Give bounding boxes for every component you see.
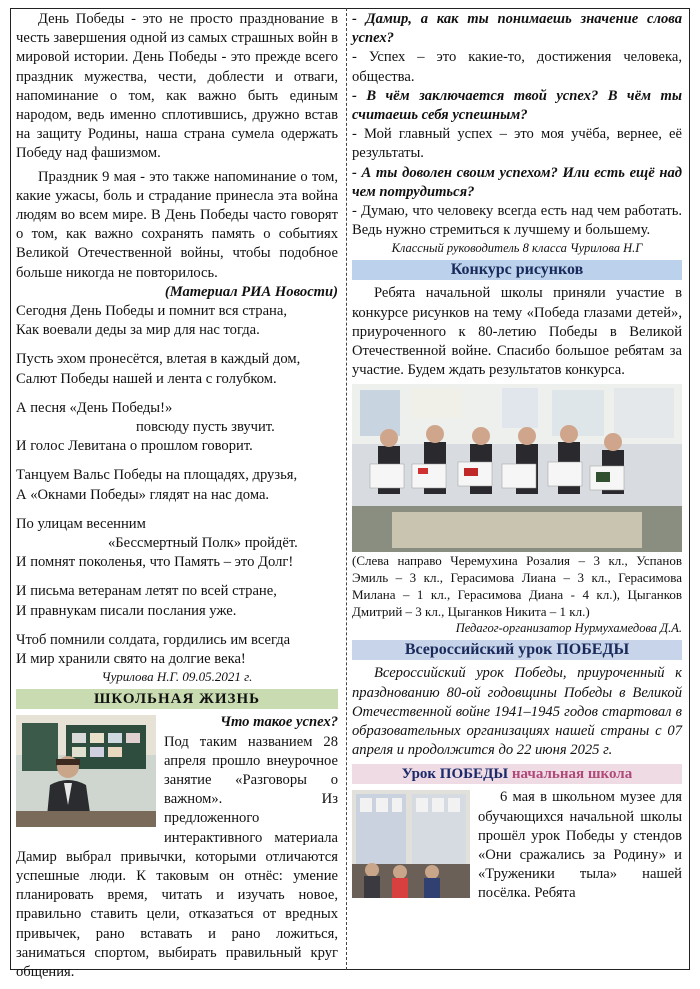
primary-lesson-article (352, 788, 682, 903)
poem-stanza-2 (16, 350, 338, 388)
poem-line: И правнукам писали послания уже. (16, 602, 237, 619)
poem-line: И мир хранили свято на долгие века! (16, 651, 246, 668)
victory-day-paragraph-2: Праздник 9 мая - это также напоминание о том, какие ужасы, боль и страдание принесла эта война людям во всем мире. В День Победы часто говорят о том, как важно сохранять память о событиях Великой Отечественной войны, чтобы подобное больше никогда не повторилось. (16, 168, 338, 281)
section-title-primary-lesson (352, 764, 682, 784)
contest-signature: Педагог-организатор Нурмухамедова Д.А. (455, 621, 682, 636)
column-divider (346, 8, 347, 970)
interview-question-3: - А ты доволен своим успехом? Или есть ещё над чем потрудиться? (352, 164, 682, 200)
contest-photo-caption: (Слева направо Черемухина Розалия – 3 кл., Успанов Эмиль – 3 кл., Герасимова Лиана – 3 кл., Герасимова Милана – 1 кл., Герасимова Диана - 4 кл.), Цыганков Дмитрий – 3 кл., Цыганков Никита – 1 кл.) (352, 553, 682, 620)
interview-signature: Классный руководитель 8 класса Чурилова Н.Г (391, 241, 643, 256)
poem-line: Сегодня День Победы и помнит вся страна, (16, 303, 287, 320)
section-title-victory-lesson: Всероссийский урок ПОБЕДЫ (352, 640, 682, 660)
school-question: Что такое успех? (220, 714, 338, 731)
poem-stanza-5 (16, 515, 338, 573)
interview-question-1: - Дамир, а как ты понимаешь значение слова успех? (352, 11, 682, 47)
interview (352, 10, 682, 240)
poem-stanza-1 (16, 302, 338, 340)
school-life-text: Под таким названием 28 апреля прошло внеурочное занятие «Разговоры о важном». Из предложенного интерактивного материала Дамир выбрал привычки, которыми отличаются успешные люди. К таковым он отнёс: умение планировать время, читать и изучать новое, правильно ставить цели, отказаться от вредных привычек, рано вставать и рано ложиться, заниматься спортом, выбирать правильный круг общения. (16, 733, 338, 980)
poem-line: Как воевали деды за мир для нас тогда. (16, 322, 260, 339)
poem-line: Салют Победы нашей и лента с голубком. (16, 370, 277, 387)
poem-line: А песня «День Победы!» (16, 399, 173, 416)
section-title-school-life: ШКОЛЬНАЯ ЖИЗНЬ (16, 689, 338, 709)
poem-line: А «Окнами Победы» глядят на нас дома. (16, 486, 270, 503)
poem-line: Чтоб помнили солдата, гордились им всегда (16, 631, 291, 648)
contest-photo (352, 384, 682, 552)
poem-line: И голос Левитана о прошлом говорит. (16, 438, 253, 455)
source-note: (Материал РИА Новости) (164, 283, 338, 300)
classroom-photo (16, 715, 156, 827)
poem-line: Пусть эхом пронесётся, влетая в каждый дом, (16, 351, 301, 368)
victory-poem (16, 302, 338, 669)
left-column (16, 10, 338, 982)
interview-answer-1: - Успех – это какие-то, достижения человека, общества. (352, 49, 682, 85)
victory-lesson-text: Всероссийский урок Победы, приуроченный к празднованию 80-ой годовщины Победы в Великой Отечественной войне 1941–1945 годов стартовал в образовательных организациях нашей страны с 07 апреля и продолжится до 22 июня 2025 г. (352, 665, 682, 759)
victory-day-paragraph-1: День Победы - это не просто празднование в честь завершения одной из самых страшных войн в мировой истории. День Победы - это прежде всего праздник мужества, чести, доблести и отваги, напоминание о том, как важно быть единым народом, ведь именно сплотившись, дружно встав на защиту Родины, наша страна сумела одержать Победу над фашизмом. (16, 11, 338, 162)
primary-lesson-text: 6 мая в школьном музее для обучающихся начальной школы прошёл урок Победы у стендов «Они сражались за Родину» и «Труженики тыла» нашей посёлка. Ребята (478, 789, 682, 902)
interview-answer-2: - Мой главный успех – это моя учёба, вернее, её результаты. (352, 126, 682, 162)
poem-stanza-3 (16, 399, 338, 457)
museum-photo (352, 790, 470, 898)
contest-text: Ребята начальной школы приняли участие в конкурсе рисунков на тему «Победа глазами детей», приуроченного к 80-летию Победы в Великой Отечественной войне. Спасибо большое ребятам за участие. Будем ждать результатов конкурса. (352, 285, 682, 379)
poem-stanza-4 (16, 466, 338, 504)
poem-stanza-7 (16, 631, 338, 669)
poem-line: По улицам весенним (16, 515, 146, 532)
poem-line: Танцуем Вальс Победы на площадях, друзья, (16, 467, 298, 484)
poem-line: И письма ветеранам летят по всей стране, (16, 583, 277, 600)
interview-question-2: - В чём заключается твой успех? В чём ты считаешь себя успешным? (352, 87, 682, 124)
interview-answer-3: - Думаю, что человеку всегда есть над чем работать. Ведь нужно стремиться к лучшему и большему. (352, 203, 682, 239)
poem-line: «Бессмертный Полк» пройдёт. (108, 535, 298, 552)
poem-author: Чурилова Н.Г. 09.05.2021 г. (101, 669, 253, 685)
primary-title-sub: начальная школа (511, 766, 633, 783)
poem-line: повсюду пусть звучит. (136, 419, 275, 436)
section-title-drawing-contest: Конкурс рисунков (352, 260, 682, 280)
poem-line: И помнят поколенья, что Память – это Долг! (16, 554, 294, 571)
poem-stanza-6 (16, 582, 338, 620)
school-life-article (16, 713, 338, 982)
right-column (352, 10, 682, 904)
primary-title-main: Урок ПОБЕДЫ (401, 766, 512, 783)
